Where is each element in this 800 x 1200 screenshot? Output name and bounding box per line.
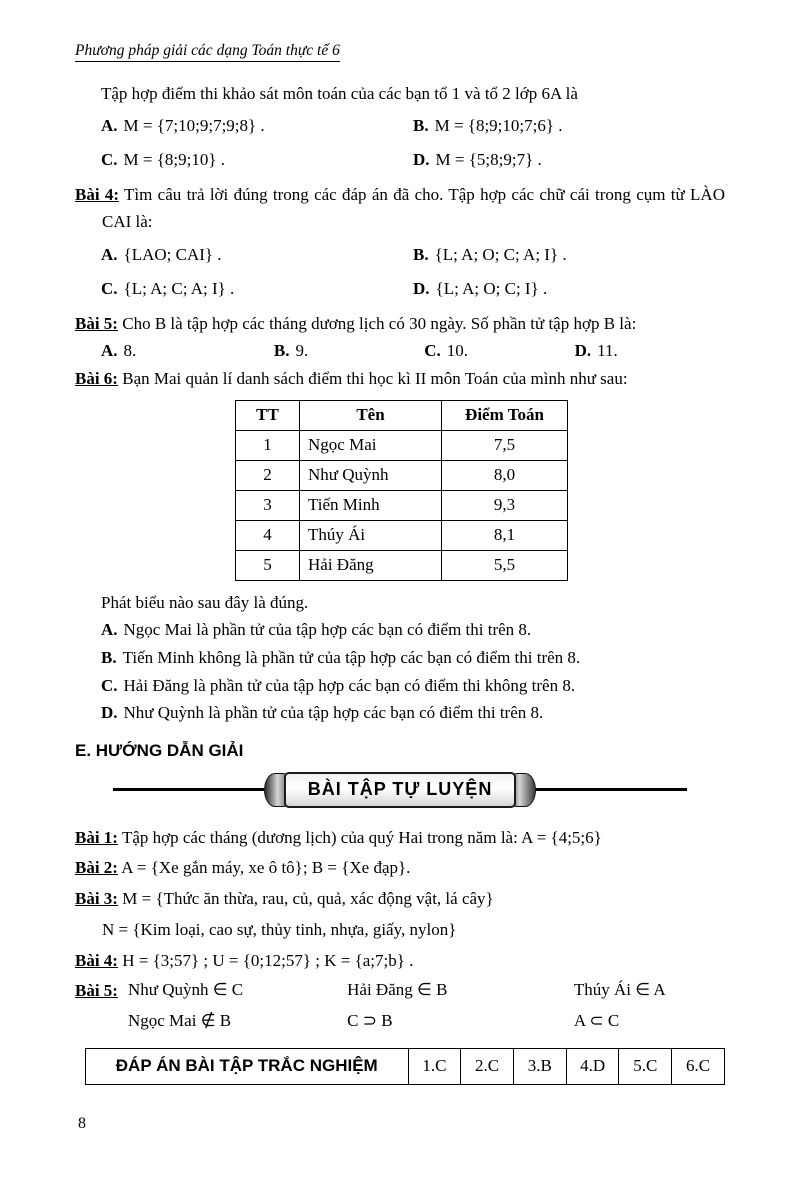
- table-header-row: [236, 400, 568, 430]
- exercise-label: Bài 4:: [75, 185, 120, 205]
- relation: C ⊃ B: [347, 1010, 393, 1030]
- book-title: Phương pháp giải các dạng Toán thực tế 6: [75, 42, 340, 62]
- cell-tt: 2: [236, 460, 300, 490]
- col-header-name: Tên: [300, 400, 442, 430]
- exercise-label: Bài 5:: [75, 981, 118, 1001]
- solution-5-grid: [128, 976, 725, 1033]
- relation: Như Quỳnh ∈ C: [127, 980, 244, 1000]
- option-label: D.: [413, 278, 430, 298]
- option-text: {L; A; O; C; I} .: [435, 278, 548, 298]
- answer-cell: 5.C: [619, 1048, 672, 1084]
- answer-cell: 3.B: [513, 1048, 566, 1084]
- relation: Thúy Ái ∈ A: [573, 980, 666, 1000]
- option-text: 9.: [295, 340, 309, 360]
- solution-text: A = {Xe gắn máy, xe ô tô}; B = {Xe đạp}.: [121, 858, 411, 878]
- question5-intro: [75, 310, 725, 337]
- answer-key-title: ĐÁP ÁN BÀI TẬP TRẮC NGHIỆM: [86, 1048, 409, 1084]
- question6-prompt: Phát biểu nào sau đây là đúng.: [101, 592, 309, 612]
- option-text: 11.: [597, 340, 618, 360]
- cell-name: Tiến Minh: [300, 490, 442, 520]
- solution-2: [75, 853, 725, 883]
- relation: A ⊂ C: [573, 1010, 620, 1030]
- answer-key-table: [85, 1048, 725, 1085]
- statement-b: [75, 644, 725, 672]
- table-row: [236, 490, 568, 520]
- exercise-text: Tìm câu trả lời đúng trong các đáp án đã cho. Tập hợp các chữ cái trong cụm từ LÀO CAI là:: [102, 185, 725, 232]
- option-d: [413, 143, 725, 177]
- exercise-label: Bài 5:: [75, 313, 118, 333]
- option-c: [424, 339, 574, 363]
- answer-key-row: [86, 1048, 725, 1084]
- statement-label: B.: [101, 648, 117, 667]
- cell-tt: 4: [236, 520, 300, 550]
- cell-tt: 5: [236, 550, 300, 580]
- question3-intro: Tập hợp điểm thi khảo sát môn toán của các bạn tổ 1 và tổ 2 lớp 6A là: [101, 84, 578, 103]
- solution-4: [75, 946, 725, 976]
- solutions-section-title: E. HƯỚNG DẪN GIẢI: [75, 740, 244, 760]
- question4-intro: [75, 181, 725, 235]
- question4-options: [75, 238, 725, 306]
- solution-text: M = {Thức ăn thừa, rau, củ, quả, xác động vật, lá cây}: [122, 889, 494, 909]
- option-text: M = {5;8;9;7} .: [435, 150, 542, 170]
- option-label: C.: [101, 278, 118, 298]
- cell-name: Thúy Ái: [300, 520, 442, 550]
- page-number: 8: [78, 1115, 86, 1132]
- self-practice-banner: [113, 771, 687, 809]
- option-b: [274, 339, 424, 363]
- option-text: {LAO; CAI} .: [123, 244, 222, 264]
- answer-cell: 6.C: [672, 1048, 725, 1084]
- statement-text: Hải Đăng là phần tử của tập hợp các bạn có điểm thi không trên 8.: [123, 675, 576, 695]
- statement-label: A.: [101, 620, 118, 640]
- banner-title: BÀI TẬP TỰ LUYỆN: [284, 772, 517, 808]
- option-a: [101, 339, 274, 363]
- cell-score: 5,5: [442, 550, 568, 580]
- relation: Ngọc Mai ∉ B: [127, 1010, 232, 1030]
- option-label: D.: [574, 340, 592, 360]
- relation: Hải Đăng ∈ B: [347, 980, 448, 1000]
- option-a: [101, 238, 413, 272]
- table-row: [236, 430, 568, 460]
- solution-1: [75, 823, 725, 853]
- cell-score: 9,3: [442, 490, 568, 520]
- option-c: [101, 143, 413, 177]
- exercise-label: Bài 1:: [75, 827, 118, 847]
- exercise-text: Bạn Mai quản lí danh sách điểm thi học kì II môn Toán của mình như sau:: [122, 368, 628, 388]
- option-b: [413, 109, 725, 143]
- running-header: [75, 42, 725, 60]
- scroll-ornament: [264, 771, 537, 809]
- question6-intro: [75, 365, 725, 392]
- table-row: [236, 520, 568, 550]
- option-label: B.: [413, 116, 429, 136]
- option-text: 8.: [123, 340, 137, 360]
- question5-options: [75, 339, 725, 363]
- option-a: [101, 109, 413, 143]
- option-text: 10.: [446, 340, 469, 360]
- banner-rule-right: [536, 788, 687, 791]
- table-row: [236, 460, 568, 490]
- statement-text: Tiến Minh không là phần tử của tập hợp các bạn có điểm thi trên 8.: [122, 648, 581, 667]
- cell-name: Như Quỳnh: [300, 460, 442, 490]
- exercise-label: Bài 3:: [75, 889, 118, 909]
- question3-options: [75, 109, 725, 177]
- cell-score: 8,0: [442, 460, 568, 490]
- score-table: [235, 400, 568, 581]
- option-label: A.: [101, 340, 118, 360]
- cell-name: Hải Đăng: [300, 550, 442, 580]
- statement-text: Ngọc Mai là phần tử của tập hợp các bạn có điểm thi trên 8.: [123, 620, 532, 640]
- col-header-tt: TT: [236, 400, 300, 430]
- cell-score: 8,1: [442, 520, 568, 550]
- statement-text: Như Quỳnh là phần tử của tập hợp các bạn có điểm thi trên 8.: [123, 703, 544, 723]
- solution-5: [75, 976, 725, 1033]
- option-label: D.: [413, 150, 430, 170]
- exercise-label: Bài 2:: [75, 858, 118, 878]
- banner-rule-left: [113, 788, 264, 791]
- statement-a: [75, 616, 725, 644]
- cell-name: Ngọc Mai: [300, 430, 442, 460]
- col-header-score: Điểm Toán: [442, 400, 568, 430]
- exercise-label: Bài 4:: [75, 950, 118, 970]
- option-label: B.: [413, 244, 429, 264]
- statement-label: C.: [101, 675, 118, 695]
- option-label: A.: [101, 244, 118, 264]
- solution-text: Tập hợp các tháng (dương lịch) của quý Hai trong năm là: A = {4;5;6}: [121, 827, 602, 847]
- cell-tt: 3: [236, 490, 300, 520]
- option-b: [413, 238, 725, 272]
- table-row: [236, 550, 568, 580]
- option-text: M = {7;10;9;7;9;8} .: [123, 116, 265, 136]
- solution-3-line2: N = {Kim loại, cao sự, thủy tinh, nhựa, giấy, nylon}: [102, 919, 457, 939]
- solution-text: H = {3;57} ; U = {0;12;57} ; K = {a;7;b} .: [122, 950, 414, 970]
- option-text: M = {8;9;10} .: [123, 150, 225, 170]
- option-d: [413, 272, 725, 306]
- option-label: C.: [424, 340, 441, 360]
- option-c: [101, 272, 413, 306]
- answer-cell: 1.C: [408, 1048, 461, 1084]
- answer-cell: 2.C: [461, 1048, 514, 1084]
- option-text: {L; A; C; A; I} .: [123, 278, 235, 298]
- option-label: A.: [101, 116, 118, 136]
- option-text: {L; A; O; C; A; I} .: [434, 244, 567, 264]
- answer-cell: 4.D: [566, 1048, 619, 1084]
- option-label: C.: [101, 150, 118, 170]
- statement-label: D.: [101, 703, 118, 723]
- exercise-text: Cho B là tập hợp các tháng dương lịch có 30 ngày. Số phần tử tập hợp B là:: [122, 313, 637, 333]
- solution-3: [75, 884, 725, 914]
- statement-c: [75, 672, 725, 700]
- exercise-label: Bài 6:: [75, 368, 118, 388]
- cell-score: 7,5: [442, 430, 568, 460]
- option-d: [575, 339, 725, 363]
- cell-tt: 1: [236, 430, 300, 460]
- option-text: M = {8;9;10;7;6} .: [434, 116, 563, 136]
- option-label: B.: [273, 340, 290, 360]
- statement-d: [75, 699, 725, 727]
